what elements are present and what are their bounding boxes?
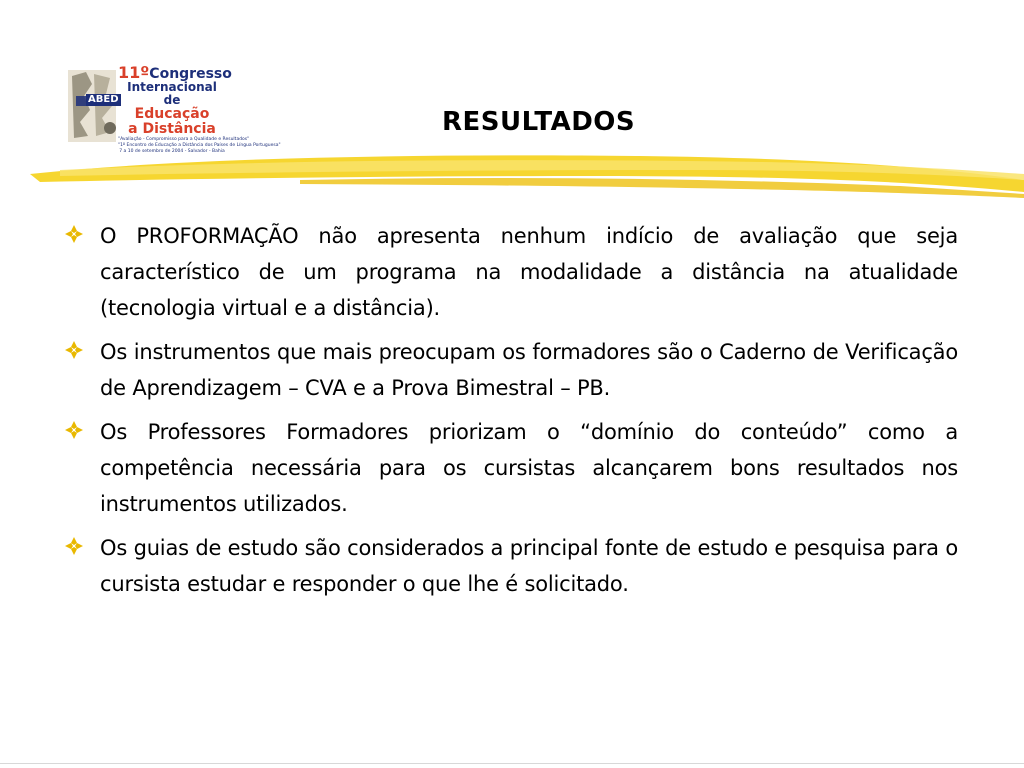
logo-text [118,63,281,154]
bottom-divider [0,763,1024,764]
diamond-bullet-icon [64,420,84,440]
list-item [62,218,958,326]
diamond-bullet-icon [64,340,84,360]
bullet-text: O PROFORMAÇÃO não apresenta nenhum indício de avaliação que seja característico de um programa na modalidade a distância na atualidade (tecnologia virtual e a distância). [100,224,958,320]
logo-education: Educação [134,106,210,122]
bullet-text: Os instrumentos que mais preocupam os formadores são o Caderno de Verificação de Aprendizagem – CVA e a Prova Bimestral – PB. [100,340,958,400]
logo-international: Internacional de [127,80,217,107]
diamond-bullet-icon [64,536,84,556]
logo-congress: Congresso [149,66,232,82]
diamond-bullet-icon [64,224,84,244]
bullet-list [62,218,958,610]
logo-congress-line [118,63,232,82]
bullet-text: Os Professores Formadores priorizam o “domínio do conteúdo” como a competência necessária para os cursistas alcançarem bons resultados nos instrumentos utilizados. [100,420,958,516]
logo-graphic-icon [66,66,126,146]
list-item [62,334,958,406]
congress-logo [66,63,281,154]
bullet-text: Os guias de estudo são considerados a principal fonte de estudo e pesquisa para o cursista estudar e responder o que lhe é solicitado. [100,536,958,596]
logo-tagline: "Avaliação - Compromisso para a Qualidade e Resultados" [118,137,250,142]
list-item [62,414,958,522]
brush-stroke-divider [0,140,1024,200]
logo-encounter: "1º Encontro de Educação a Distância dos Países de Língua Portuguesa" [118,143,281,148]
list-item [62,530,958,602]
slide-title: RESULTADOS [442,107,636,137]
logo-number: 11º [118,63,150,82]
logo-abed-label: ABED [88,94,119,105]
logo-dates: 7 a 10 de setembro de 2004 - Salvador - Bahia [119,149,225,154]
logo-distance: a Distância [128,121,216,137]
